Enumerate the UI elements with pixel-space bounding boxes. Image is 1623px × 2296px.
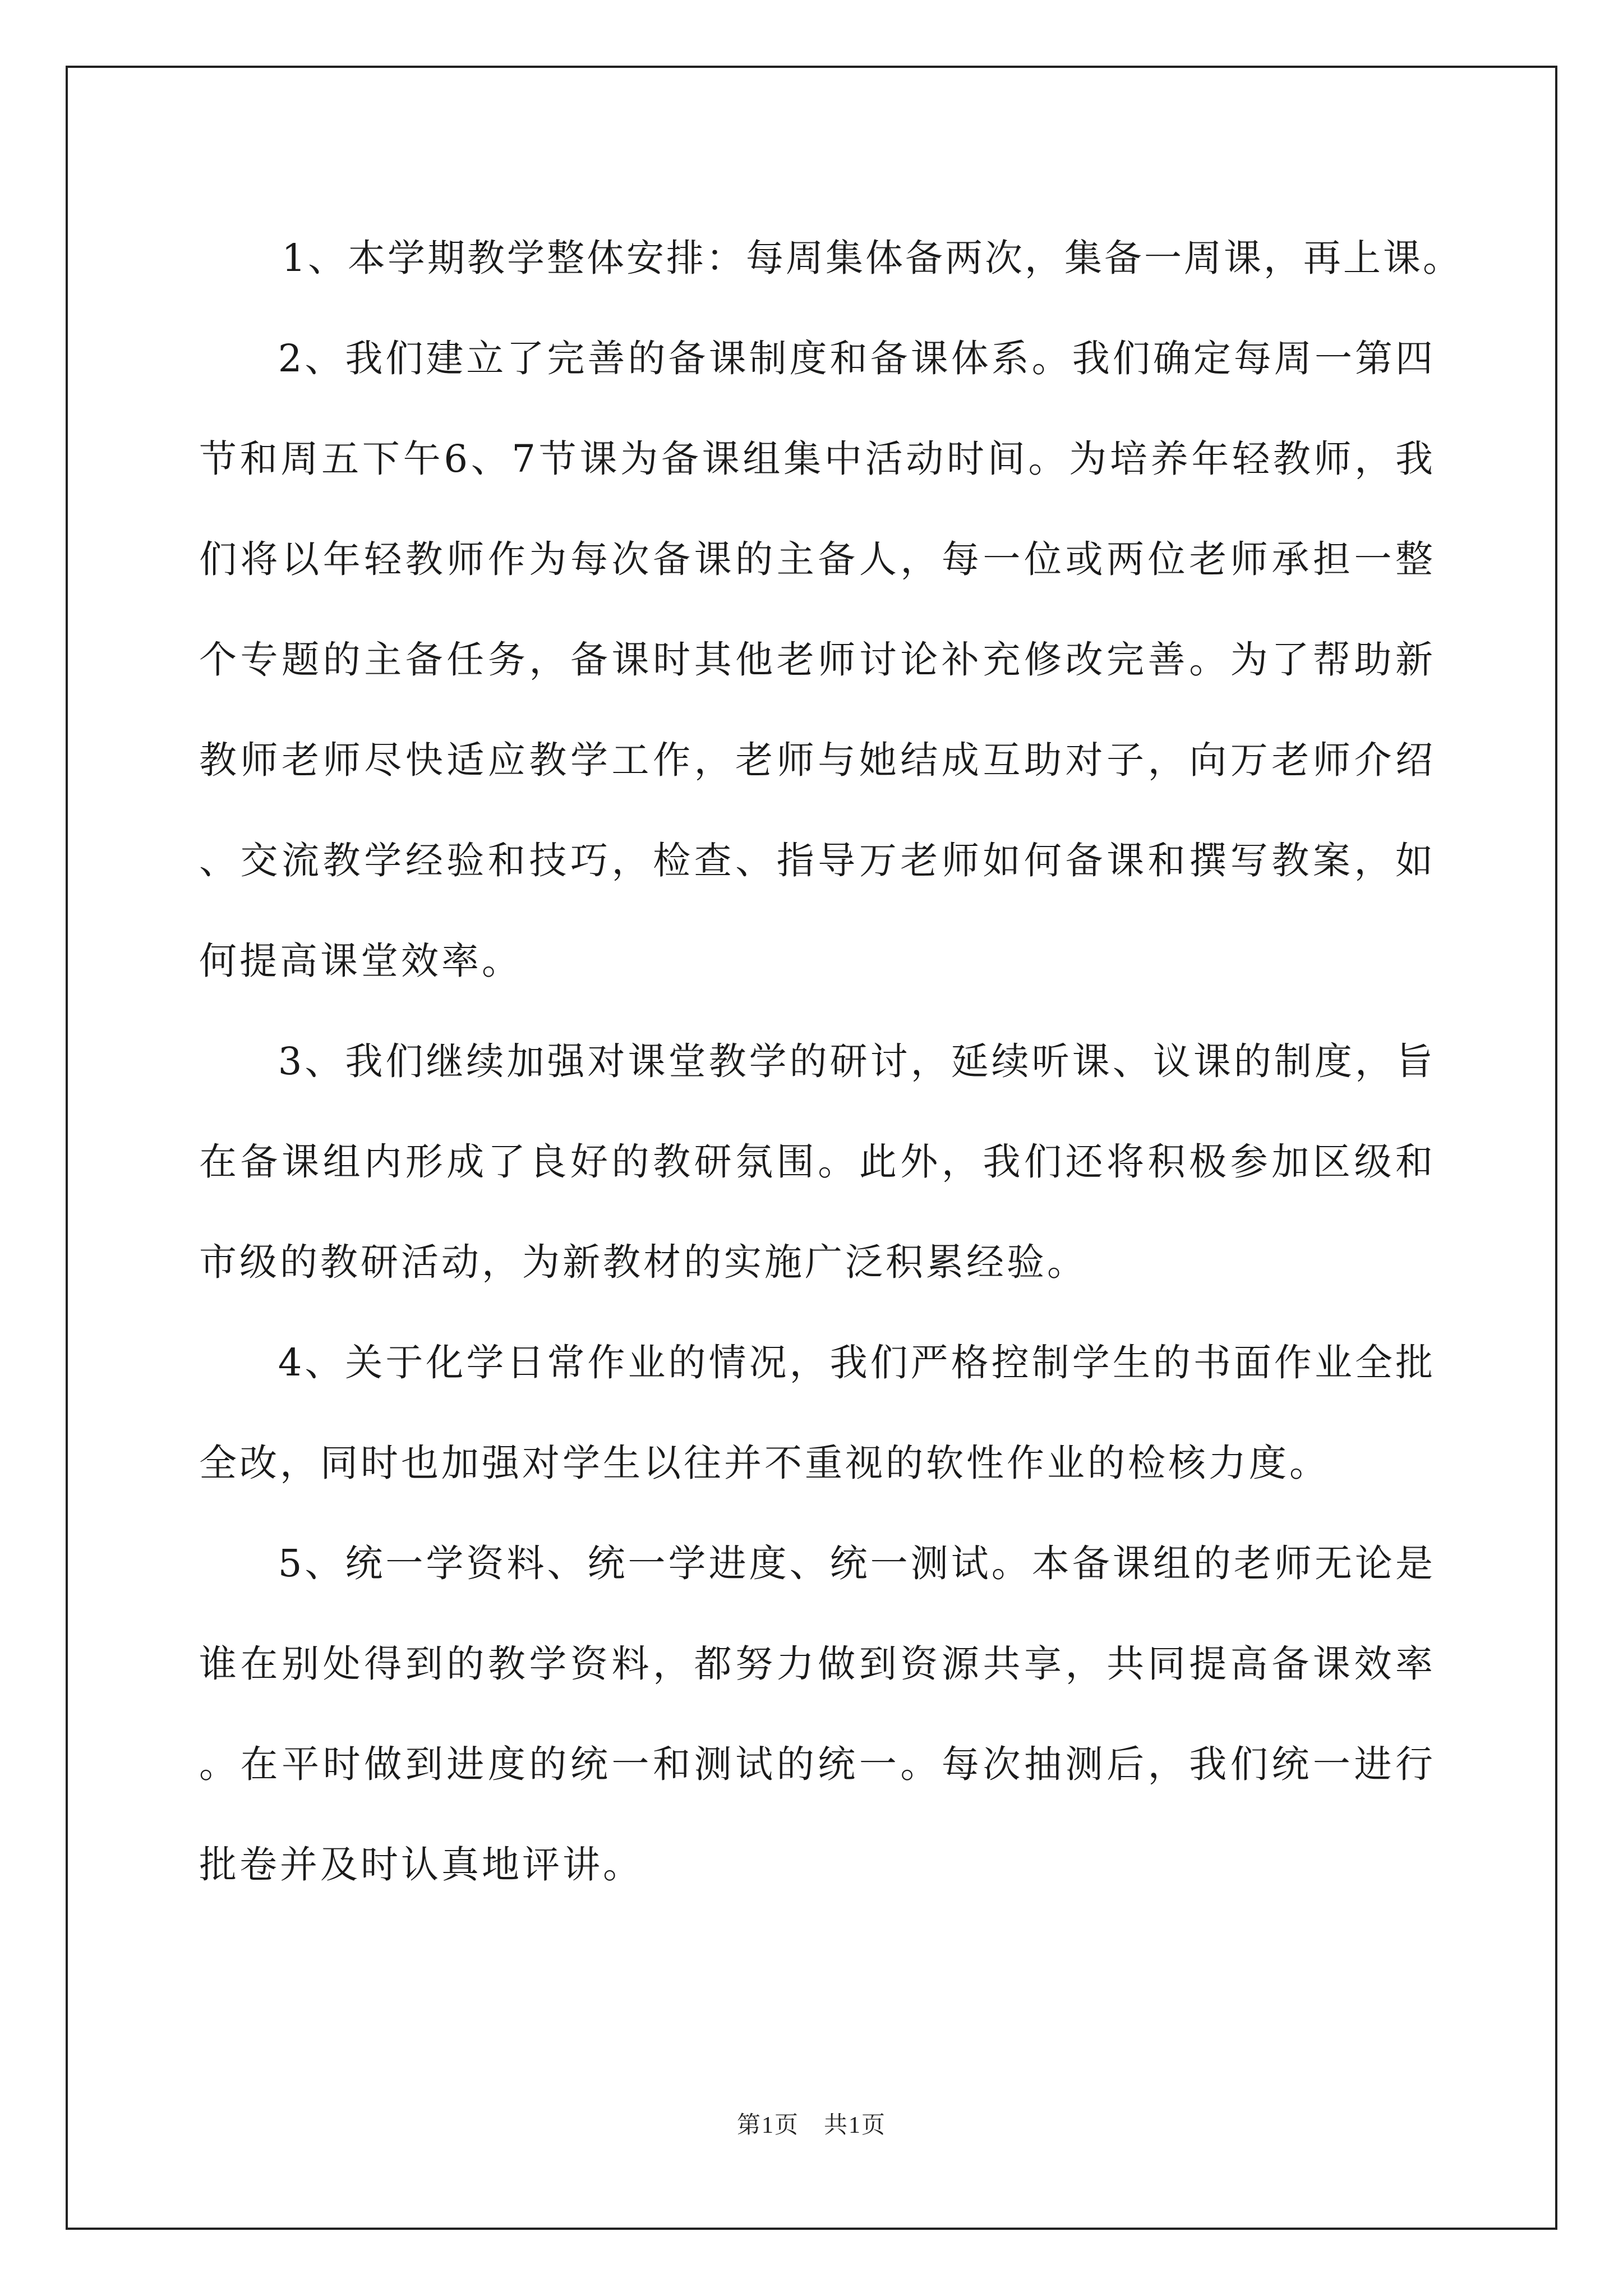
page-number: 第1页 [736, 2113, 799, 2138]
paragraph-1: 1、本学期教学整体安排：每周集体备两次，集备一周课，再上课。 [282, 236, 1463, 280]
paragraph-4: 4、关于化学日常作业的情况，我们严格控制学生的书面作业全批全改，同时也加强对学生以往并不重视的软性作业的检核力度。 [199, 1341, 1436, 1485]
document-body [199, 208, 1463, 1915]
paragraph-3: 3、我们继续加强对课堂教学的研讨，延续听课、议课的制度，旨在备课组内形成了良好的教研氛围。此外，我们还将积极参加区级和市级的教研活动，为新教材的实施广泛积累经验。 [199, 1039, 1436, 1284]
paragraph-2: 2、我们建立了完善的备课制度和备课体系。我们确定每周一第四节和周五下午6、7节课为备课组集中活动时间。为培养年轻教师，我们将以年轻教师作为每次备课的主备人，每一位或两位老师承担一整个专题的主备任务，备课时其他老师讨论补充修改完善。为了帮助新教师老师尽快适应教学工作，老师与她结成互助对子，向万老师介绍、交流教学经验和技巧，检查、指导万老师如何备课和撰写教案，如何提高课堂效率。 [199, 337, 1436, 983]
page-total: 共1页 [824, 2113, 887, 2138]
page-footer [0, 2106, 1623, 2140]
paragraph-5: 5、统一学资料、统一学进度、统一测试。本备课组的老师无论是谁在别处得到的教学资料，都努力做到资源共享，共同提高备课效率。在平时做到进度的统一和测试的统一。每次抽测后，我们统一进行批卷并及时认真地评讲。 [199, 1542, 1436, 1887]
